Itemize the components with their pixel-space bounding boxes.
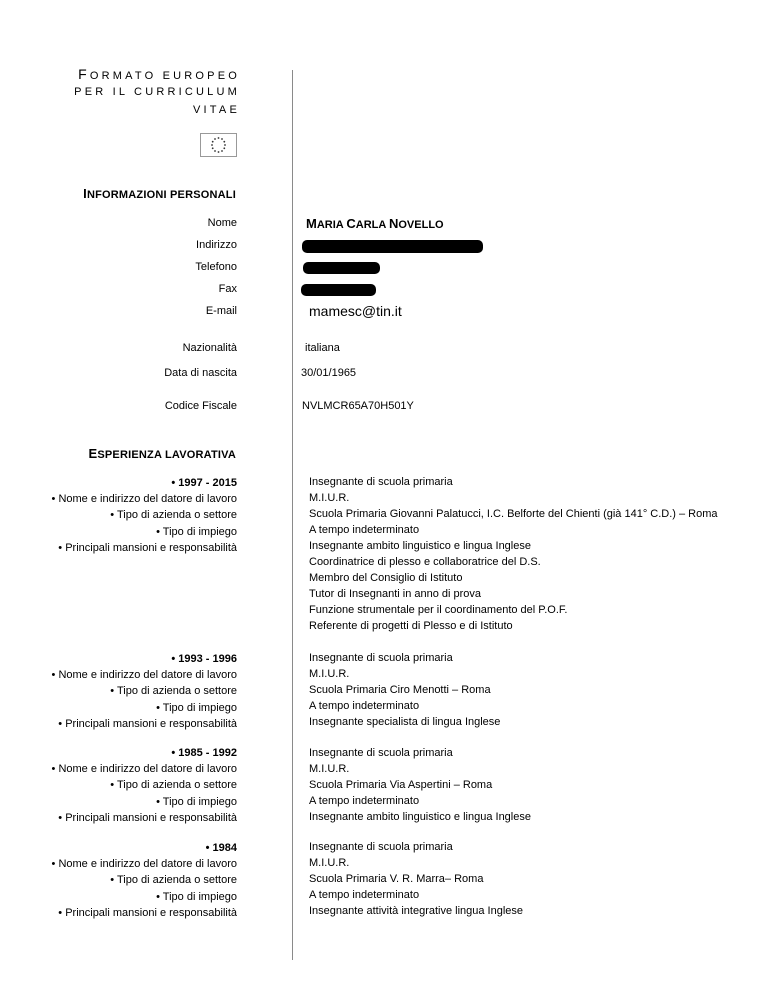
employment-type-label: • Tipo di impiego bbox=[156, 525, 237, 538]
fiscal-code-value: NVLMCR65A70H501Y bbox=[302, 400, 414, 412]
duties-label: • Principali mansioni e responsabilità bbox=[58, 717, 237, 730]
experience-entry-details bbox=[309, 839, 523, 919]
experience-line: A tempo indeterminato bbox=[309, 889, 420, 901]
experience-line: Insegnante specialista di lingua Inglese bbox=[309, 716, 501, 728]
employer-label: • Nome e indirizzo del datore di lavoro bbox=[51, 493, 237, 506]
experience-line: M.I.U.R. bbox=[309, 492, 350, 504]
sector-label: • Tipo di azienda o settore bbox=[110, 509, 237, 522]
experience-period: • 1985 - 1992 bbox=[171, 747, 237, 759]
email-label: E-mail bbox=[205, 305, 237, 317]
fax-label: Fax bbox=[218, 283, 237, 295]
experience-line: Scuola Primaria Ciro Menotti – Roma bbox=[309, 684, 491, 696]
experience-line: Insegnante di scuola primaria bbox=[309, 652, 453, 664]
experience-line: M.I.U.R. bbox=[309, 763, 350, 775]
cv-title-line-1: FORMATO EUROPEO bbox=[78, 66, 240, 82]
experience-line: Referente di progetti di Plesso e di Istituto bbox=[309, 620, 513, 632]
birth-date-value: 30/01/1965 bbox=[301, 367, 357, 379]
experience-line: Insegnante ambito linguistico e lingua Inglese bbox=[309, 811, 531, 823]
experience-line: Insegnante di scuola primaria bbox=[309, 747, 453, 759]
experience-line: Tutor di Insegnanti in anno di prova bbox=[309, 588, 482, 600]
experience-entry-labels bbox=[0, 475, 237, 556]
experience-line: M.I.U.R. bbox=[309, 857, 350, 869]
cv-title-line-3: VITAE bbox=[193, 104, 240, 116]
fiscal-code-label: Codice Fiscale bbox=[164, 400, 237, 412]
experience-entry-details bbox=[309, 650, 500, 730]
nationality-value: italiana bbox=[305, 342, 340, 354]
section-personal-info: INFORMAZIONI PERSONALI bbox=[83, 186, 236, 201]
experience-period: • 1993 - 1996 bbox=[171, 653, 237, 665]
birth-date-label: Data di nascita bbox=[164, 367, 237, 379]
experience-line: Insegnante attività integrative lingua Inglese bbox=[309, 905, 524, 917]
phone-redaction bbox=[303, 262, 380, 274]
eu-flag-icon bbox=[200, 133, 237, 157]
experience-entry-labels bbox=[0, 840, 237, 921]
sector-label: • Tipo di azienda o settore bbox=[110, 779, 237, 792]
employer-label: • Nome e indirizzo del datore di lavoro bbox=[51, 763, 237, 776]
experience-entry-details bbox=[309, 474, 718, 634]
experience-entry-labels bbox=[0, 651, 237, 732]
address-label: Indirizzo bbox=[196, 239, 237, 251]
experience-entry-labels bbox=[0, 745, 237, 826]
employment-type-label: • Tipo di impiego bbox=[156, 890, 237, 903]
column-divider bbox=[292, 70, 293, 960]
experience-line: Insegnante di scuola primaria bbox=[309, 841, 453, 853]
experience-period: • 1997 - 2015 bbox=[171, 477, 237, 489]
experience-line: Scuola Primaria V. R. Marra– Roma bbox=[309, 873, 484, 885]
experience-line: Membro del Consiglio di Istituto bbox=[309, 572, 463, 584]
experience-entry-details bbox=[309, 745, 531, 825]
experience-line: Scuola Primaria Via Aspertini – Roma bbox=[309, 779, 493, 791]
name-value: MARIA CARLA NOVELLO bbox=[306, 216, 444, 231]
employment-type-label: • Tipo di impiego bbox=[156, 795, 237, 808]
experience-line: Funzione strumentale per il coordinamento del P.O.F. bbox=[309, 604, 568, 616]
experience-line: Coordinatrice di plesso e collaboratrice del D.S. bbox=[309, 556, 541, 568]
employer-label: • Nome e indirizzo del datore di lavoro bbox=[51, 669, 237, 682]
experience-line: A tempo indeterminato bbox=[309, 524, 420, 536]
employment-type-label: • Tipo di impiego bbox=[156, 701, 237, 714]
section-work-experience: ESPERIENZA LAVORATIVA bbox=[88, 446, 236, 461]
fax-redaction bbox=[301, 284, 376, 296]
experience-line: Scuola Primaria Giovanni Palatucci, I.C. Belforte del Chienti (già 141° C.D.) – Roma bbox=[309, 508, 718, 520]
experience-line: A tempo indeterminato bbox=[309, 700, 420, 712]
sector-label: • Tipo di azienda o settore bbox=[110, 685, 237, 698]
employer-label: • Nome e indirizzo del datore di lavoro bbox=[51, 858, 237, 871]
sector-label: • Tipo di azienda o settore bbox=[110, 874, 237, 887]
experience-line: M.I.U.R. bbox=[309, 668, 350, 680]
phone-label: Telefono bbox=[195, 261, 237, 273]
experience-period: • 1984 bbox=[205, 842, 237, 854]
experience-line: Insegnante di scuola primaria bbox=[309, 476, 453, 488]
nationality-label: Nazionalità bbox=[182, 342, 237, 354]
experience-line: Insegnante ambito linguistico e lingua Inglese bbox=[309, 540, 531, 552]
email-value: mamesc@tin.it bbox=[309, 303, 402, 319]
duties-label: • Principali mansioni e responsabilità bbox=[58, 541, 237, 554]
duties-label: • Principali mansioni e responsabilità bbox=[58, 906, 237, 919]
cv-title-line-2: PER IL CURRICULUM bbox=[74, 86, 240, 98]
address-redaction bbox=[302, 240, 483, 253]
name-label: Nome bbox=[207, 217, 237, 229]
duties-label: • Principali mansioni e responsabilità bbox=[58, 811, 237, 824]
experience-line: A tempo indeterminato bbox=[309, 795, 420, 807]
